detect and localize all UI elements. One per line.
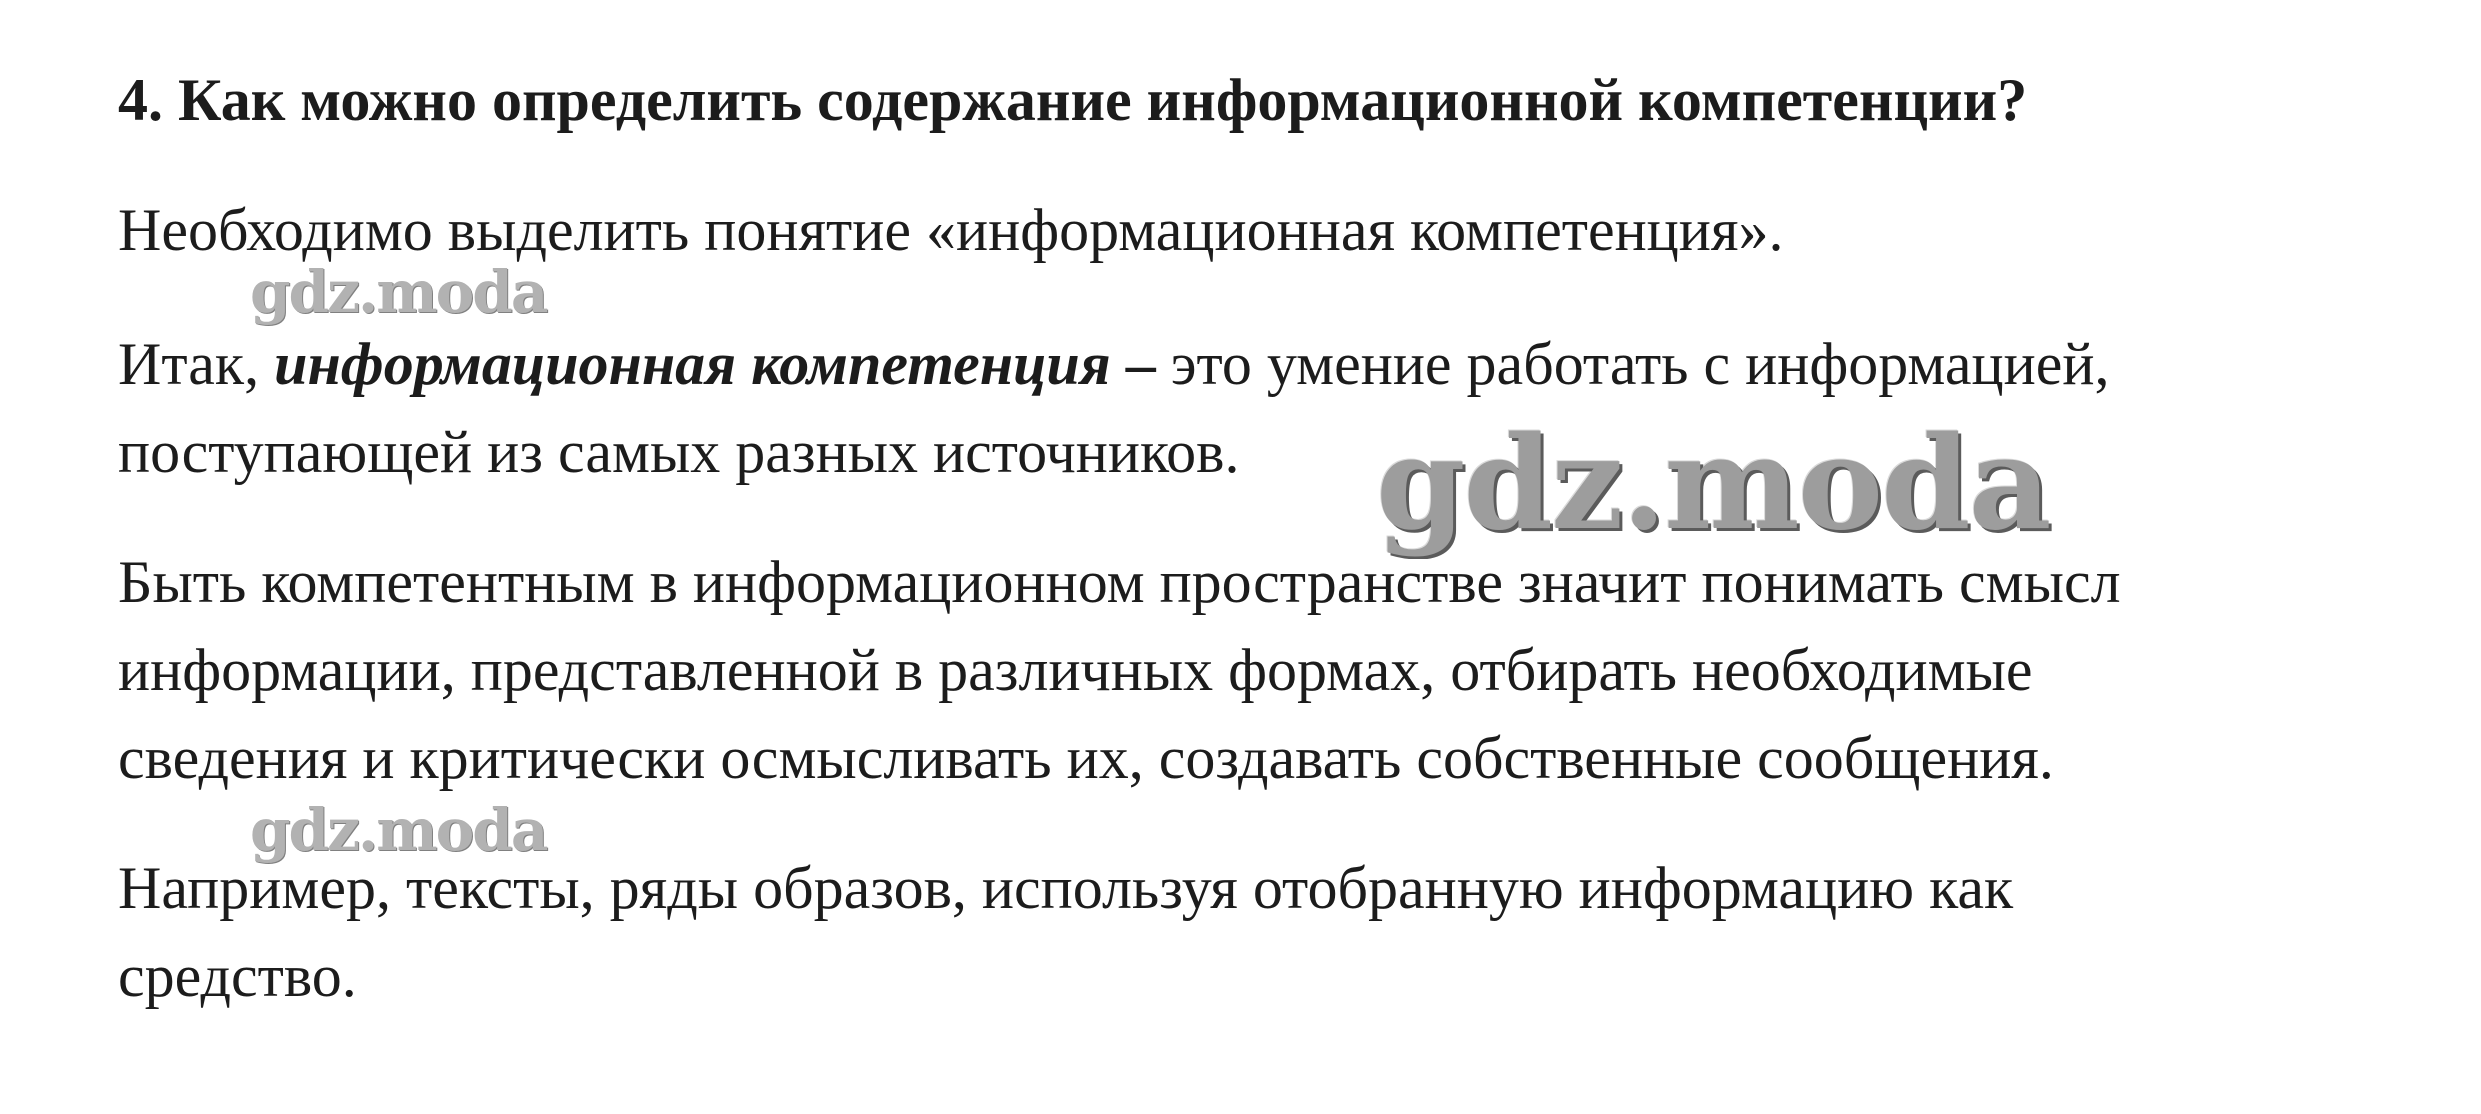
- watermark-logo: gdz.moda: [250, 796, 547, 864]
- dash-text: –: [1110, 331, 1171, 397]
- paragraph-line: [118, 320, 2418, 408]
- paragraph-line: Быть компетентным в информационном пространстве значит понимать смысл: [118, 549, 2121, 615]
- paragraph-competence: [118, 538, 2418, 802]
- definition-text: это умение работать с информацией,: [1170, 331, 2110, 397]
- paragraph-line: Например, тексты, ряды образов, используя отобранную информацию как: [118, 855, 2014, 921]
- paragraph-line: сведения и критически осмысливать их, создавать собственные сообщения.: [118, 725, 2054, 791]
- watermark-logo: gdz.moda: [250, 258, 547, 326]
- paragraph-definition: [118, 320, 2418, 496]
- question-heading: 4. Как можно определить содержание информационной компетенции?: [118, 67, 2028, 133]
- watermark-logo: gdz.moda: [1376, 409, 2050, 559]
- paragraph-line: информации, представленной в различных формах, отбирать необходимые: [118, 637, 2033, 703]
- intro-text: Итак,: [118, 331, 275, 397]
- paragraph-line: средство.: [118, 943, 357, 1009]
- term-text: информационная компетенция: [274, 331, 1111, 397]
- paragraph-line: Необходимо выделить понятие «информационная компетенция».: [118, 197, 1784, 263]
- paragraph-line: поступающей из самых разных источников.: [118, 419, 1240, 485]
- paragraph-example: [118, 844, 2418, 1020]
